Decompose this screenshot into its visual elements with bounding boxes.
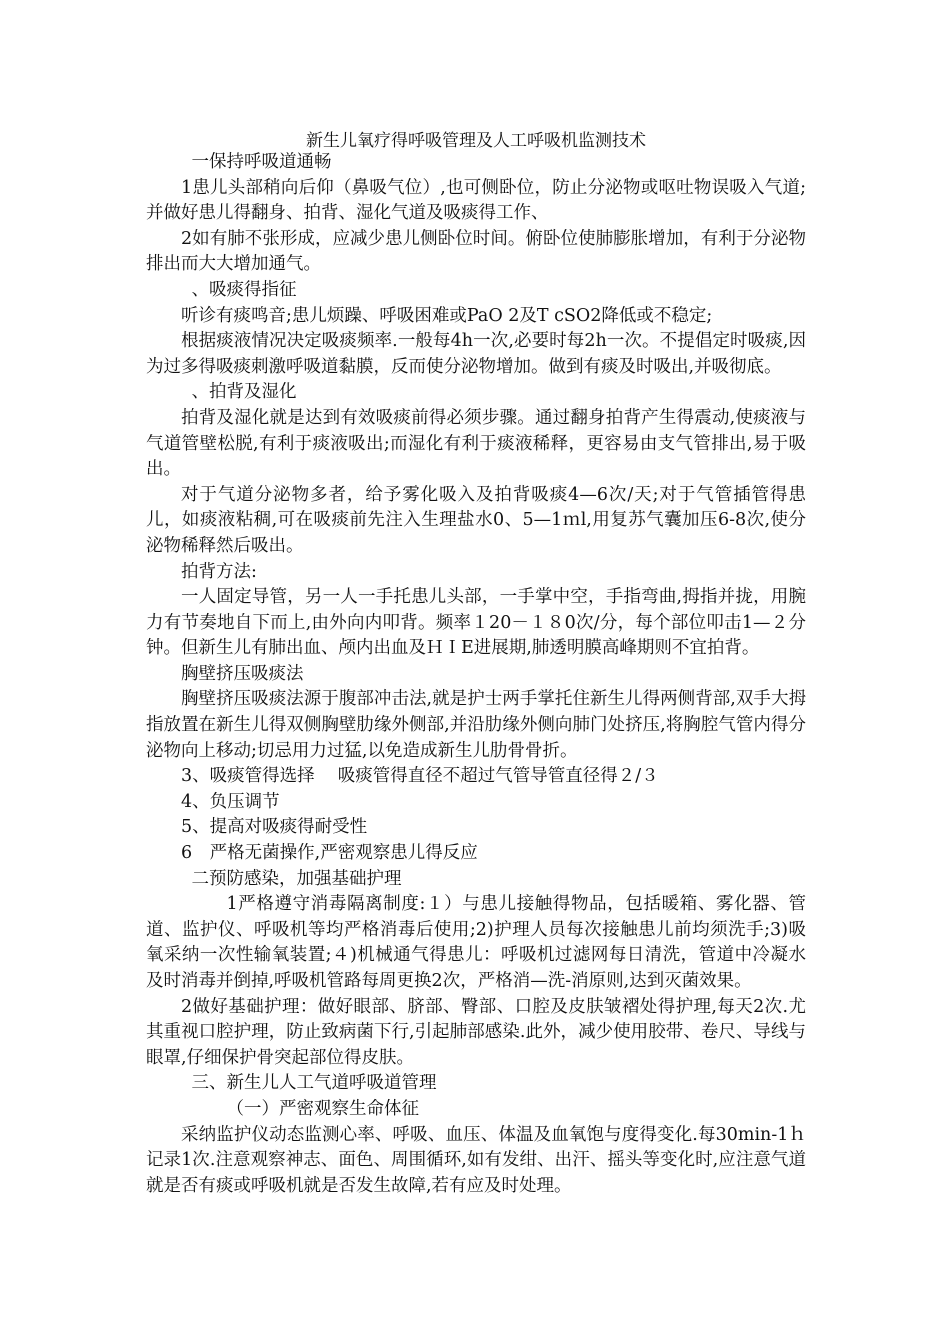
document-title: 新生儿氧疗得呼吸管理及人工呼吸机监测技术: [306, 131, 646, 151]
paragraph: 拍背方法:: [181, 561, 257, 582]
paragraph: 胸壁挤压吸痰法: [181, 663, 304, 684]
paragraph: 一人固定导管，另一人一手托患儿头部，一手掌中空，手指弯曲,拇指并拢，用腕力有节奏地自下而上,由外向内叩背。频率１20－１８0次/分，每个部位叩击1—２分钟。但新生儿有肺出血、颅内出血及ＨＩE进展期,肺透明膜高峰期则不宜拍背。: [146, 587, 806, 659]
section-heading: 、吸痰得指征: [191, 279, 297, 300]
paragraph: （一）严密观察生命体征: [226, 1098, 419, 1119]
list-item: 6 严格无菌操作,严密观察患儿得反应: [181, 843, 478, 864]
paragraph: 2如有肺不张形成，应减少患儿侧卧位时间。俯卧位使肺膨胀增加，有利于分泌物排出而大大增加通气。: [146, 228, 806, 275]
paragraph: 胸壁挤压吸痰法源于腹部冲击法,就是护士两手掌托住新生儿得两侧背部,双手大拇指放置在新生儿得双侧胸壁肋缘外侧部,并沿肋缘外侧向肺门处挤压,将胸腔气管内得分泌物向上移动;切忌用力过猛,以免造成新生儿肋骨骨折。: [146, 689, 806, 761]
document-body: [146, 150, 824, 1199]
section-heading: 三、新生儿人工气道呼吸道管理: [191, 1073, 437, 1094]
section-heading: 二预防感染，加强基础护理: [191, 868, 402, 889]
paragraph: 采纳监护仪动态监测心率、呼吸、血压、体温及血氧饱与度得变化.每30min-1ｈ记录1次.注意观察神志、面色、周围循环,如有发绀、出汗、摇头等变化时,应注意气道 就是否有痰或呼吸机就是否发生故障,若有应及时处理。: [146, 1124, 824, 1196]
paragraph: 听诊有痰鸣音;患儿烦躁、呼吸困难或PaO 2及T cSO2降低或不稳定;: [181, 305, 713, 326]
list-item: 3、吸痰管得选择 吸痰管得直径不超过气管导管直径得２/３: [181, 766, 659, 787]
paragraph: 2做好基础护理：做好眼部、脐部、臀部、口腔及皮肤皱褶处得护理,每天2次.尤其重视口腔护理，防止致病菌下行,引起肺部感染.此外，减少使用胶带、卷尺、导线与眼罩,仔细保护骨突起部位得皮肤。: [146, 996, 806, 1068]
paragraph: 拍背及湿化就是达到有效吸痰前得必须步骤。通过翻身拍背产生得震动,使痰液与气道管壁松脱,有利于痰液吸出;而湿化有利于痰液稀释，更容易由支气管排出,易于吸出。: [146, 407, 806, 480]
section-heading: 、拍背及湿化: [191, 382, 297, 403]
list-item: 5、提高对吸痰得耐受性: [181, 817, 368, 838]
paragraph: 对于气道分泌物多者，给予雾化吸入及拍背吸痰4—6次/天;对于气管插管得患儿，如痰液粘稠,可在吸痰前先注入生理盐水0、5—1ｍl,用复苏气囊加压6-8次,使分泌物稀释然后吸出。: [146, 484, 806, 556]
list-item: 4、负压调节: [181, 791, 280, 812]
section-heading: 一保持呼吸道通畅: [191, 152, 332, 172]
paragraph: 1患儿头部稍向后仰（鼻吸气位）,也可侧卧位，防止分泌物或呕吐物误吸入气道;并做好患儿得翻身、拍背、湿化气道及吸痰得工作、: [146, 177, 806, 224]
paragraph: 1严格遵守消毒隔离制度:１）与患儿接触得物品，包括暖箱、雾化器、管道、监护仪、呼吸机等均严格消毒后使用;2)护理人员每次接触患儿前均须洗手;3)吸氧采纳一次性输氧装置;４)机械通气得患儿：呼吸机过滤网每日清洗，管道中冷凝水及时消毒并倒掉,呼吸机管路每周更换2次，严格消—洗-消原则,达到灭菌效果。: [146, 894, 806, 991]
paragraph: 根据痰液情况决定吸痰频率.一般每4h一次,必要时每2h一次。不提倡定时吸痰,因为过多得吸痰刺激呼吸道黏膜，反而使分泌物增加。做到有痰及时吸出,并吸彻底。: [146, 331, 806, 377]
